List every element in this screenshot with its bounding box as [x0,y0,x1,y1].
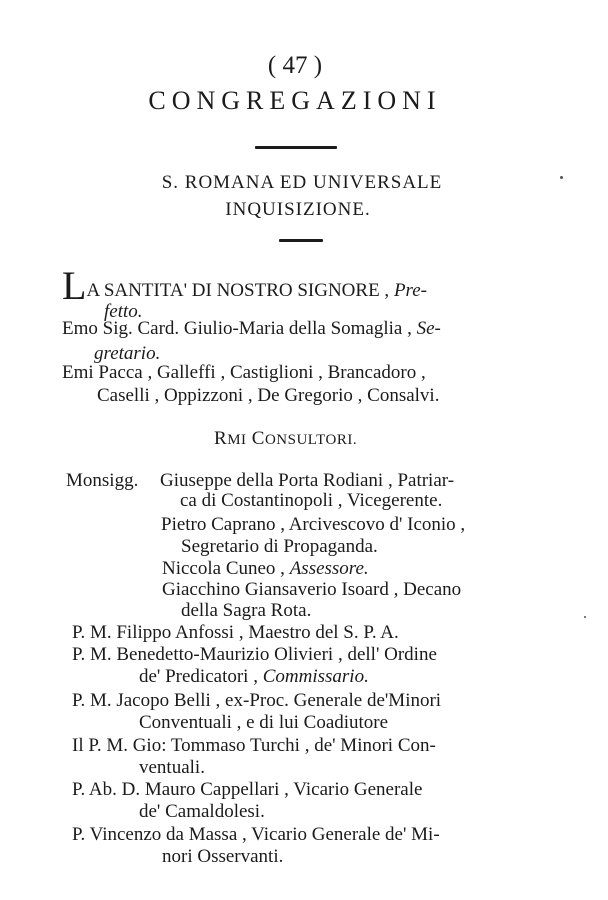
secretary-role-continued: gretario. [94,343,161,364]
cardinals-line2: Caselli , Oppizzoni , De Gregorio , Consalvi. [97,385,440,406]
consultors-heading: RMI CONSULTORI. [214,428,358,449]
page-number: ( 47 ) [267,52,323,79]
entry-olivieri-line2: de' Predicatori , Commissario. [139,666,369,687]
commissario-role: Commissario. [262,666,369,687]
section-title-line1: S. ROMANA ED UNIVERSALE [161,172,443,193]
entry-massa-line2: nori Osservanti. [162,846,284,867]
secretary-text: Emo Sig. Card. Giulio-Maria della Somaglia , [62,318,412,339]
assessore-role: Assessore. [289,558,369,579]
entry-olivieri-line1: P. M. Benedetto-Maurizio Olivieri , dell' Ordine [72,644,437,665]
entry-turchi-line2: ventuali. [139,757,205,778]
monsignori-line4: Segretario di Propaganda. [181,536,378,557]
cardinals-line1: Emi Pacca , Galleffi , Castiglioni , Brancadoro , [62,362,426,383]
prefect-role: Pre- [393,280,427,301]
entry-anfossi: P. M. Filippo Anfossi , Maestro del S. P. A. [72,622,399,643]
monsignori-line3: Pietro Caprano , Arcivescovo d' Iconio , [161,514,466,535]
secretary-role: Se- [416,318,441,339]
initial-letter: L [62,263,87,308]
monsignori-prefix: Monsigg. [66,470,139,491]
secretary-line [62,318,441,340]
prefect-text: A SANTITA' DI NOSTRO SIGNORE , [86,280,390,301]
entry-belli-line1: P. M. Jacopo Belli , ex-Proc. Generale de'Minori [72,690,442,711]
entry-cappellari-line2: de' Camaldolesi. [139,801,265,822]
page-title: CONGREGAZIONI [148,86,442,115]
paper-speck [584,616,586,618]
monsignori-line7: della Sagra Rota. [181,600,312,621]
section-divider [279,239,323,242]
prefect-role-continued: fetto. [104,301,143,322]
entry-massa-line1: P. Vincenzo da Massa , Vicario Generale de' Mi- [72,824,440,845]
paper-speck [560,176,563,179]
entry-belli-line2: Conventuali , e di lui Coadiutore [139,712,389,733]
entry-cappellari-line1: P. Ab. D. Mauro Cappellari , Vicario Generale [72,779,423,800]
entry-turchi-line1: Il P. M. Gio: Tommaso Turchi , de' Minori Con- [72,735,436,756]
monsignori-line2: ca di Costantinopoli , Vicegerente. [180,490,443,511]
section-title-line2: INQUISIZIONE. [225,199,371,220]
monsignori-line5: Niccola Cuneo , Assessore. [162,558,369,579]
title-divider [255,146,337,149]
prefect-line [62,263,427,308]
monsignori-line6: Giacchino Giansaverio Isoard , Decano [162,579,462,600]
monsignori-line1: Giuseppe della Porta Rodiani , Patriar- [160,470,455,491]
